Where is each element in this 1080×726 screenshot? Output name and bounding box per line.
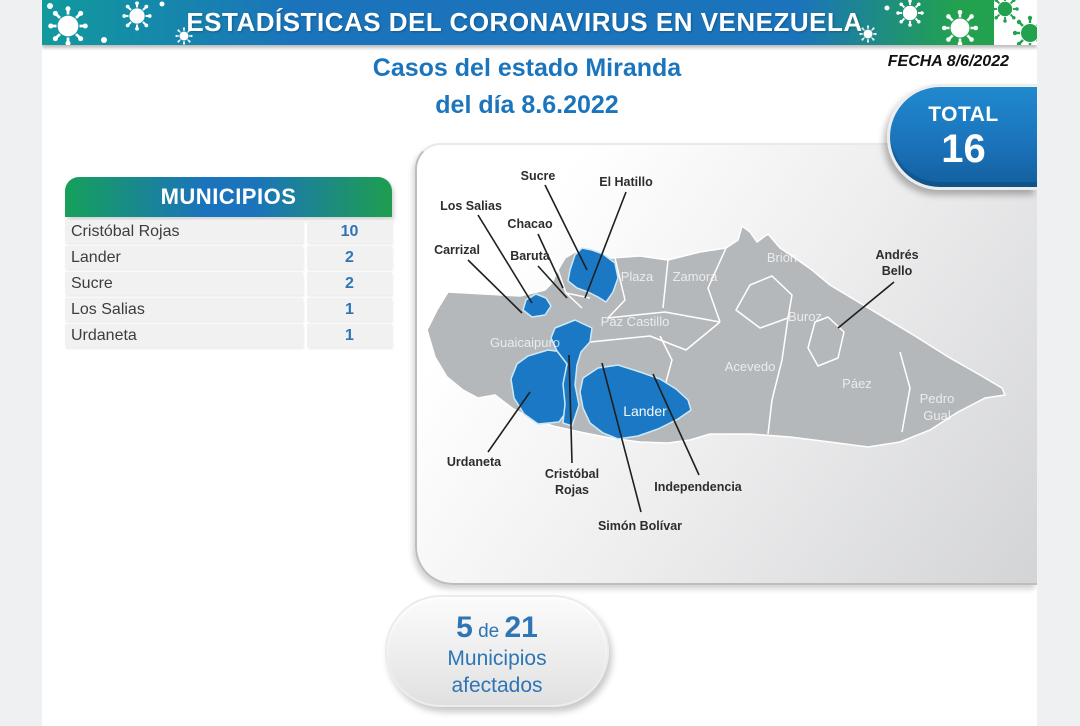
row-name: Sucre	[65, 272, 303, 295]
map-label-buroz: Buroz	[788, 309, 822, 324]
miranda-map	[420, 160, 1037, 580]
infographic-canvas	[42, 0, 1037, 726]
map-label-pedro-gual: Pedro	[919, 391, 955, 406]
affected-count: 5	[456, 611, 473, 644]
total-label: TOTAL	[928, 103, 999, 126]
map-label-pedro-gual: Gual	[923, 408, 951, 423]
banner-title: ESTADÍSTICAS DEL CORONAVIRUS EN VENEZUELA	[186, 7, 863, 37]
row-name: Los Salias	[65, 298, 303, 321]
map-label-carrizal: Carrizal	[434, 243, 480, 257]
row-value: 10	[307, 220, 392, 243]
row-value: 1	[307, 324, 392, 347]
map-label-urdaneta: Urdaneta	[446, 455, 502, 469]
summary-count-line	[387, 611, 607, 645]
total-value: 16	[941, 127, 986, 171]
map-label-zamora: Zamora	[672, 269, 718, 284]
table-row	[65, 298, 392, 321]
page-title-line2: del día 8.6.2022	[435, 91, 619, 119]
of-word: de	[478, 621, 500, 642]
table-row	[65, 246, 392, 269]
page-title	[297, 50, 757, 124]
map-label-sucre: Sucre	[520, 169, 556, 183]
map-label-brion: Brión	[766, 250, 798, 265]
map-label-cristobal-rojas: Rojas	[554, 483, 590, 497]
map-label-los-salias: Los Salias	[440, 199, 502, 213]
total-count: 21	[504, 611, 538, 644]
map-label-andres-bello: Andrés	[875, 248, 919, 262]
table-row	[65, 272, 392, 295]
map-label-acevedo: Acevedo	[724, 359, 776, 374]
row-value: 1	[307, 298, 392, 321]
table-row	[65, 220, 392, 243]
row-name: Urdaneta	[65, 324, 303, 347]
table-header: MUNICIPIOS	[65, 177, 392, 217]
row-value: 2	[307, 272, 392, 295]
table-row	[65, 324, 392, 347]
map-label-simon-bolivar: Simón Bolívar	[597, 519, 683, 533]
map-label-andres-bello: Bello	[881, 264, 913, 278]
row-name: Cristóbal Rojas	[65, 220, 303, 243]
map-label-paez: Páez	[842, 376, 872, 391]
summary-line3: afectados	[451, 674, 543, 697]
map-label-plaza: Plaza	[620, 269, 654, 284]
map-label-independencia: Independencia	[654, 480, 742, 494]
row-name: Lander	[65, 246, 303, 269]
map-label-el-hatillo: El Hatillo	[599, 175, 653, 189]
row-value: 2	[307, 246, 392, 269]
page-title-line1: Casos del estado Miranda	[372, 54, 682, 82]
map-label-paz-castillo: Paz Castillo	[600, 314, 670, 329]
map-label-chacao: Chacao	[507, 217, 553, 231]
municipios-table	[65, 177, 392, 347]
date-label: FECHA 8/6/2022	[887, 53, 1009, 70]
summary-line2: Municipios	[447, 647, 547, 670]
map-label-baruta: Baruta	[510, 249, 550, 263]
map-label-lander: Lander	[623, 403, 667, 419]
map-label-cristobal-rojas: Cristóbal	[544, 467, 600, 481]
summary-pill	[385, 595, 609, 707]
header-banner	[42, 0, 1037, 45]
map-label-guaicaipuro: Guaicaipuro	[489, 335, 561, 350]
